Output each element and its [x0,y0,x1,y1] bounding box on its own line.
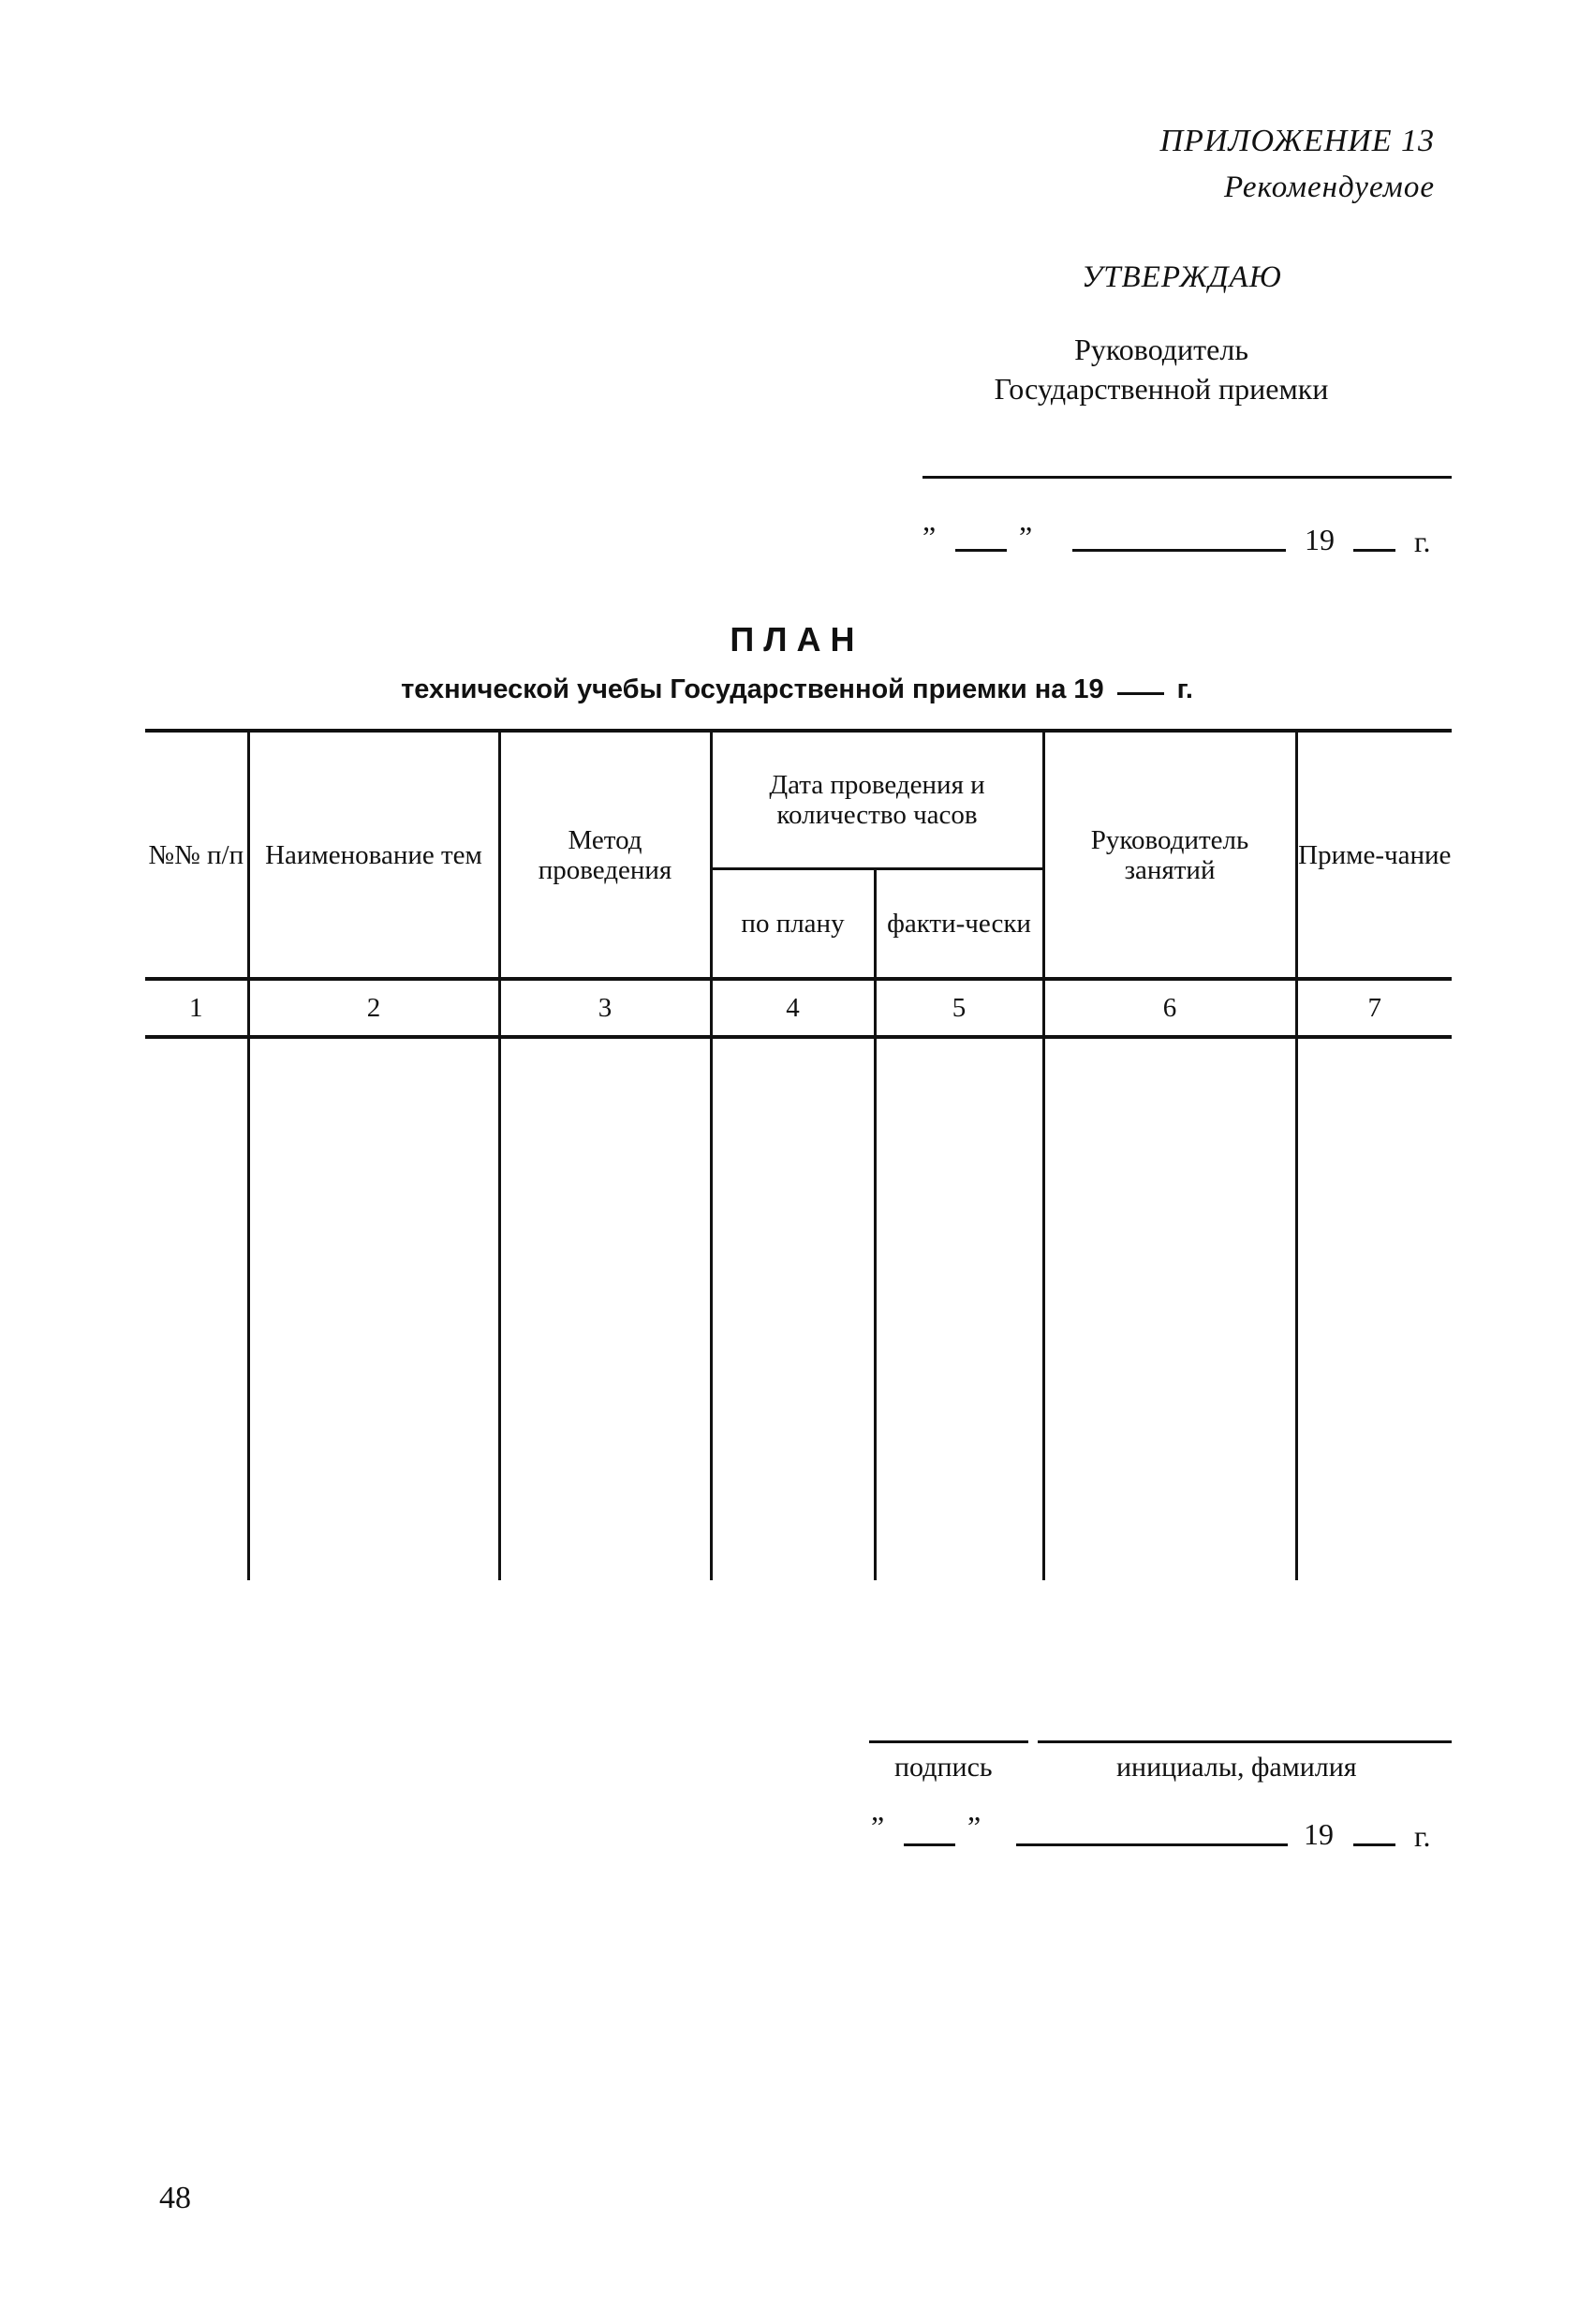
column-numbers-row [145,979,1452,1037]
column-number-7: 7 [1296,979,1452,1037]
body-cell [248,1037,499,1580]
name-line [1038,1740,1452,1743]
plan-subtitle-suffix: г. [1176,674,1193,704]
signature-year-blank [1353,1843,1395,1846]
signature-day-blank [904,1843,955,1846]
header-col1: №№ п/п [145,731,248,979]
body-cell [499,1037,711,1580]
name-label: инициалы, фамилия [1116,1752,1357,1783]
signature-date-close-quote: ” [967,1810,981,1843]
approval-year-blank [1353,549,1395,552]
approval-month-blank [1072,549,1286,552]
column-number-3: 3 [499,979,711,1037]
header-date-group: Дата проведения и количество часов [711,731,1043,868]
plan-table [145,729,1452,1580]
head-position-line1: Руководитель [1074,333,1248,366]
header-col7: Приме-чание [1296,731,1452,979]
header-col3: Метод проведения [499,731,711,979]
column-number-1: 1 [145,979,248,1037]
head-position-line2: Государственной приемки [994,372,1329,406]
plan-title: ПЛАН [730,620,864,659]
signature-date-open-quote: ” [871,1810,885,1843]
plan-year-blank [1117,692,1164,695]
approval-date-close-quote: ” [1019,520,1033,554]
signature-month-blank [1016,1843,1288,1846]
approval-year-prefix: 19 [1305,523,1335,556]
body-cell [145,1037,248,1580]
approval-date-open-quote: ” [922,520,937,554]
approval-signature-line [922,476,1452,479]
column-number-2: 2 [248,979,499,1037]
appendix-label: ПРИЛОЖЕНИЕ 13 [1159,124,1435,158]
approve-label: УТВЕРЖДАЮ [1082,260,1282,294]
signature-year-prefix: 19 [1304,1817,1334,1851]
header-col6: Руководитель занятий [1043,731,1296,979]
approval-day-blank [955,549,1007,552]
column-number-6: 6 [1043,979,1296,1037]
body-cell [711,1037,875,1580]
signature-line [869,1740,1028,1743]
plan-subtitle [0,674,1594,705]
column-number-5: 5 [875,979,1043,1037]
plan-subtitle-text: технической учебы Государственной приемки на 19 [401,674,1104,704]
signature-label: подпись [894,1752,993,1783]
approval-year-suffix: г. [1414,525,1431,558]
header-col4: по плану [711,868,875,979]
column-number-4: 4 [711,979,875,1037]
table-body-row [145,1037,1452,1580]
recommended-label: Рекомендуемое [1223,170,1435,204]
body-cell [1043,1037,1296,1580]
head-position [974,330,1349,408]
signature-year-suffix: г. [1414,1819,1431,1853]
header-col5: факти-чески [875,868,1043,979]
page-number: 48 [159,2181,191,2215]
body-cell [875,1037,1043,1580]
header-col2: Наименование тем [248,731,499,979]
body-cell [1296,1037,1452,1580]
